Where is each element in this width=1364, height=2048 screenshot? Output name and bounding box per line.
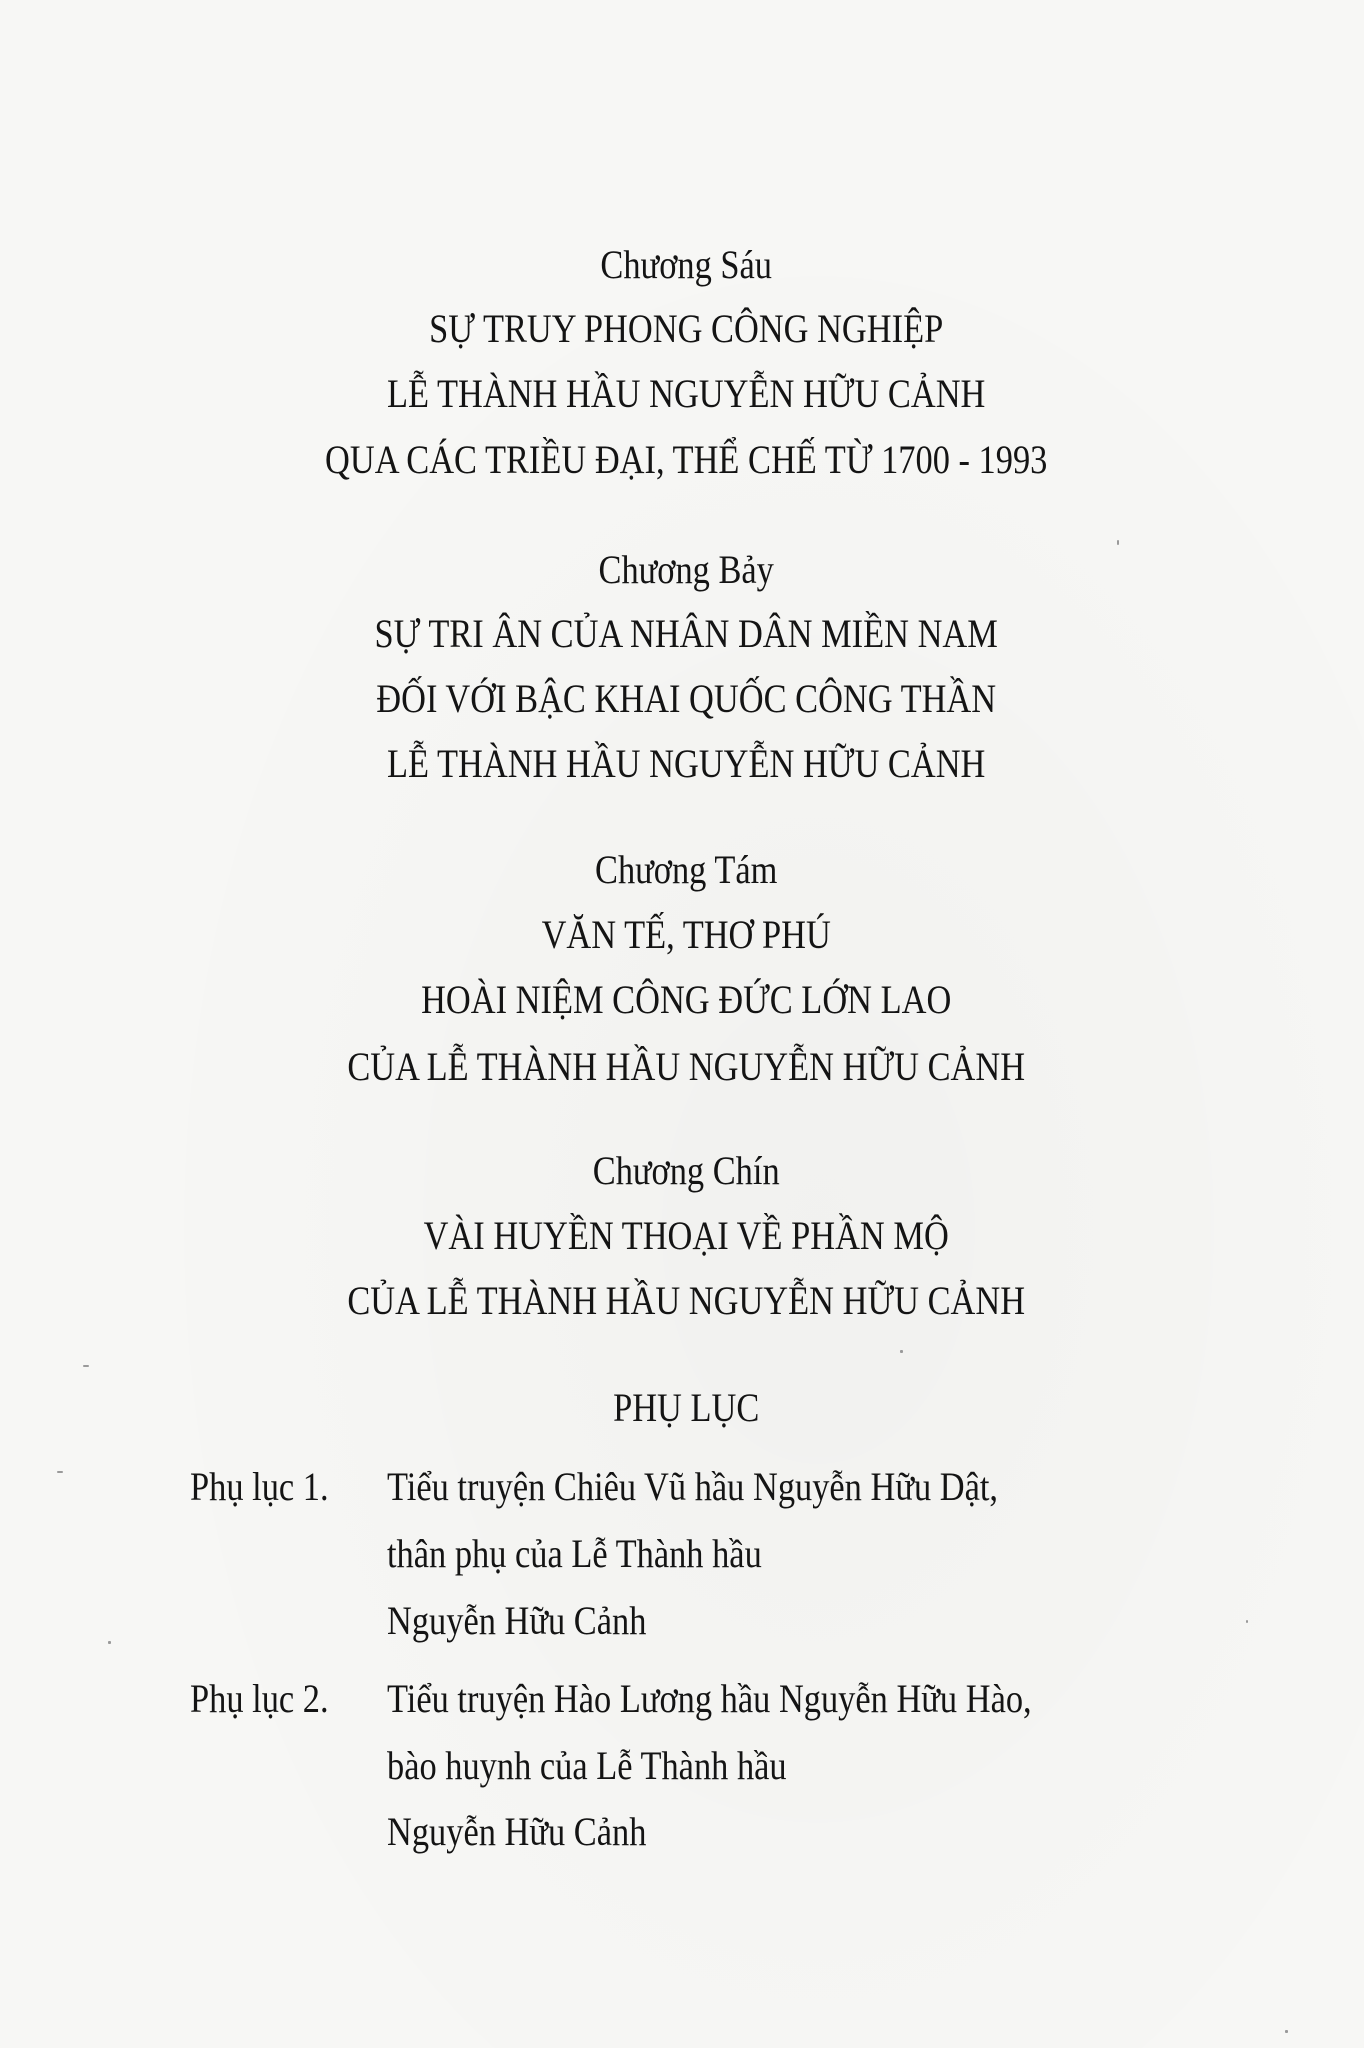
scan-speck (1246, 1620, 1248, 1623)
chapter-title-line: CỦA LỄ THÀNH HẦU NGUYỄN HỮU CẢNH (347, 1278, 1026, 1323)
chapter-title-line: ĐỐI VỚI BẬC KHAI QUỐC CÔNG THẦN (376, 676, 997, 721)
scan-speck (57, 1471, 63, 1473)
scan-speck (1117, 540, 1119, 545)
chapter-title-line: LỄ THÀNH HẦU NGUYỄN HỮU CẢNH (387, 371, 986, 416)
scan-speck (108, 1641, 111, 1644)
appendix-label: Phụ lục 2. (190, 1676, 329, 1721)
appendix-text-line: Tiểu truyện Chiêu Vũ hầu Nguyễn Hữu Dật, (387, 1464, 999, 1509)
chapter-heading: Chương Tám (594, 847, 778, 892)
appendix-text-line: Nguyễn Hữu Cảnh (387, 1809, 647, 1854)
chapter-title-line: VÀI HUYỀN THOẠI VỀ PHẦN MỘ (423, 1213, 949, 1258)
appendix-text-line: Tiểu truyện Hào Lương hầu Nguyễn Hữu Hào, (387, 1676, 1032, 1721)
scan-speck (900, 1350, 903, 1353)
chapter-title-line: SỰ TRI ÂN CỦA NHÂN DÂN MIỀN NAM (374, 611, 998, 656)
chapter-title-line: LỄ THÀNH HẦU NGUYỄN HỮU CẢNH (387, 741, 986, 786)
chapter-heading: Chương Bảy (598, 547, 774, 592)
chapter-heading: Chương Chín (592, 1148, 780, 1193)
scan-speck (83, 1365, 89, 1367)
chapter-title-line: HOÀI NIỆM CÔNG ĐỨC LỚN LAO (421, 977, 952, 1022)
appendix-text-line: bào huynh của Lễ Thành hầu (387, 1743, 787, 1788)
chapter-title-line: QUA CÁC TRIỀU ĐẠI, THỂ CHẾ TỪ 1700 - 1993 (325, 437, 1048, 482)
appendix-text-line: thân phụ của Lễ Thành hầu (387, 1531, 762, 1576)
chapter-title-line: SỰ TRUY PHONG CÔNG NGHIỆP (429, 306, 944, 351)
appendix-heading: PHỤ LỤC (613, 1385, 760, 1430)
chapter-title-line: VĂN TẾ, THƠ PHÚ (541, 912, 831, 957)
chapter-heading: Chương Sáu (600, 242, 772, 287)
appendix-text-line: Nguyễn Hữu Cảnh (387, 1598, 647, 1643)
scan-speck (1285, 2030, 1288, 2033)
appendix-label: Phụ lục 1. (190, 1464, 329, 1509)
chapter-title-line: CỦA LỄ THÀNH HẦU NGUYỄN HỮU CẢNH (347, 1044, 1026, 1089)
